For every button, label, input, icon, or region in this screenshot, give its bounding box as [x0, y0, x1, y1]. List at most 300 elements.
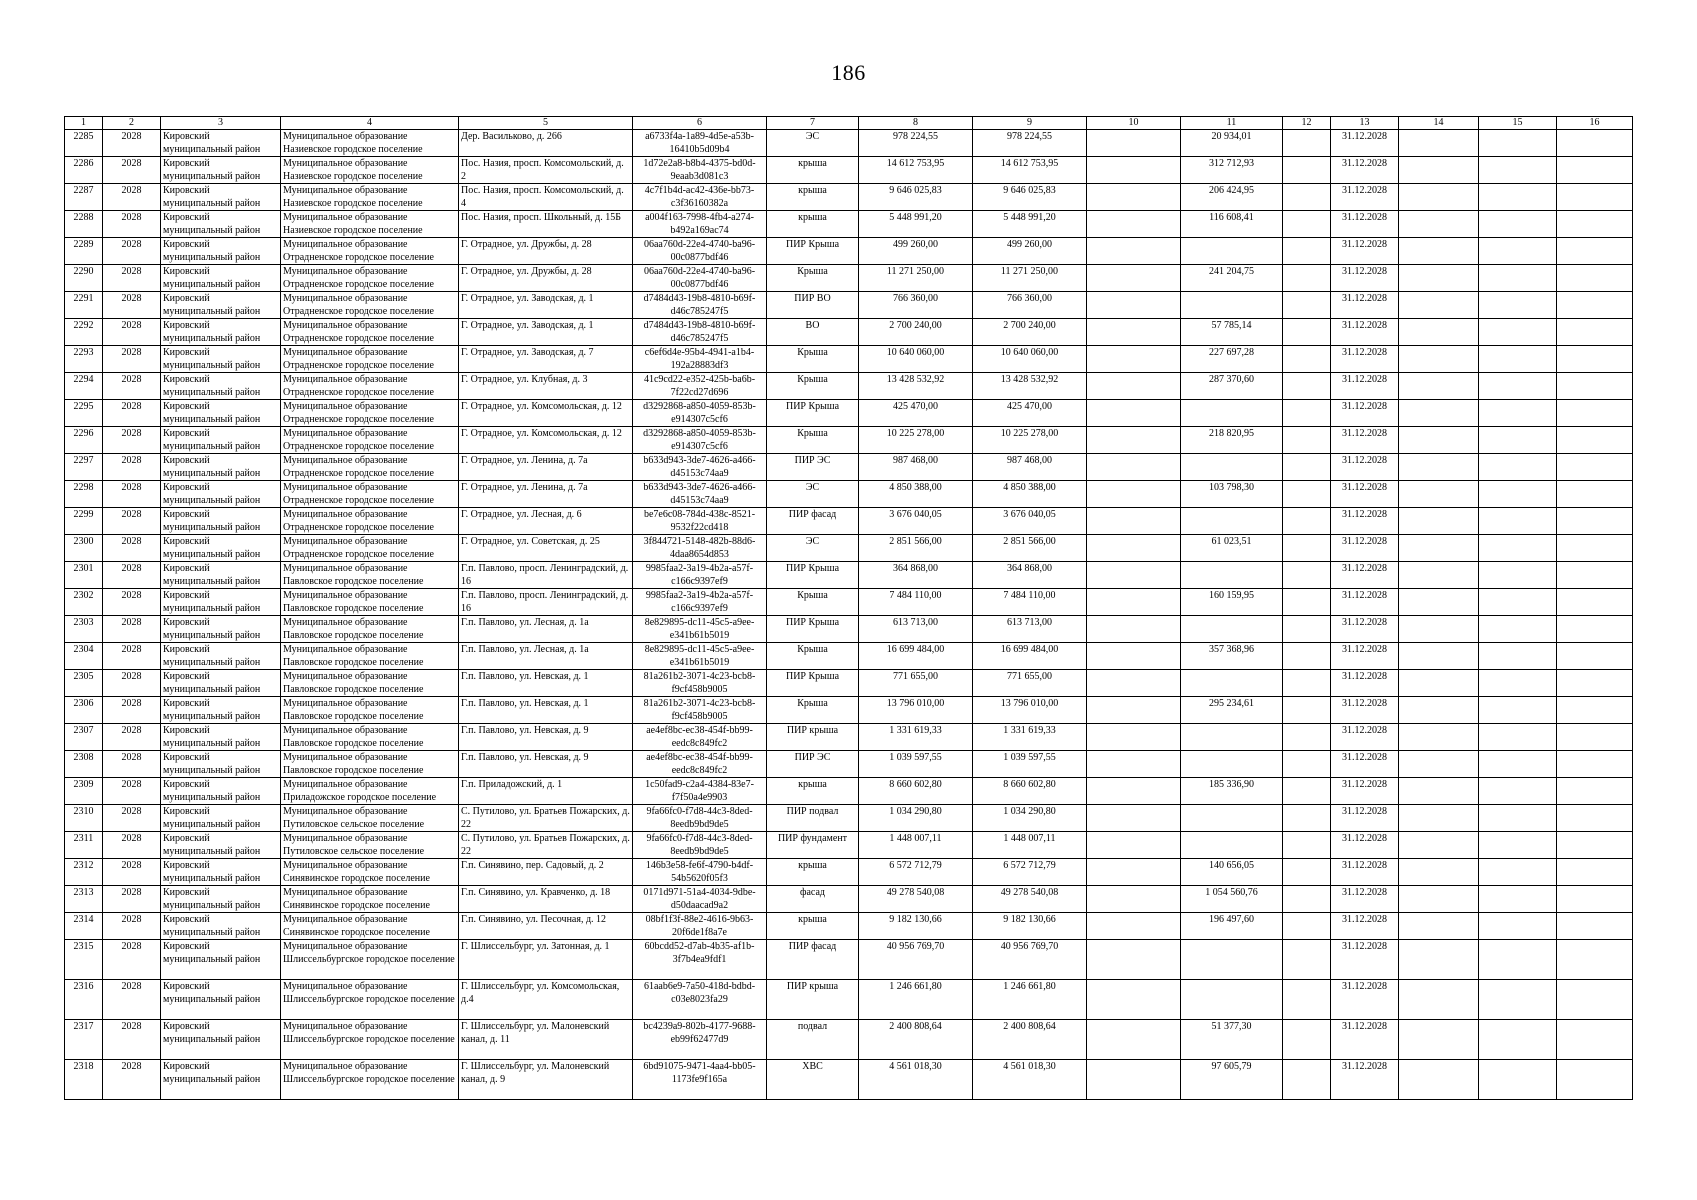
district-cell: Кировский муниципальный район: [161, 481, 281, 508]
house-guid-cell: b633d943-3de7-4626-a466-d45153c74aa9: [633, 454, 767, 481]
column-14-cell: [1399, 913, 1479, 940]
district-cell: Кировский муниципальный район: [161, 535, 281, 562]
column-12-cell: [1283, 940, 1331, 980]
cost-total-cell: 13 796 010,00: [859, 697, 973, 724]
house-guid-cell: 0171d971-51a4-4034-9dbe-d50daacad9a2: [633, 886, 767, 913]
column-15-cell: [1479, 508, 1557, 535]
column-12-cell: [1283, 913, 1331, 940]
row-number-cell: 2303: [65, 616, 103, 643]
work-type-cell: ПИР ЭС: [767, 751, 859, 778]
municipality-cell: Муниципальное образование Отрадненское городское поселение: [281, 292, 459, 319]
year-cell: 2028: [103, 454, 161, 481]
deadline-cell: 31.12.2028: [1331, 940, 1399, 980]
work-type-cell: ВО: [767, 319, 859, 346]
cost-total-cell: 9 182 130,66: [859, 913, 973, 940]
cost-total-cell: 5 448 991,20: [859, 211, 973, 238]
column-16-cell: [1557, 319, 1633, 346]
column-15-cell: [1479, 319, 1557, 346]
district-cell: Кировский муниципальный район: [161, 751, 281, 778]
column-11-cell: [1181, 292, 1283, 319]
municipality-cell: Муниципальное образование Павловское городское поселение: [281, 643, 459, 670]
column-11-cell: 140 656,05: [1181, 859, 1283, 886]
year-cell: 2028: [103, 589, 161, 616]
row-number-cell: 2299: [65, 508, 103, 535]
work-type-cell: ПИР крыша: [767, 724, 859, 751]
column-11-cell: [1181, 616, 1283, 643]
work-type-cell: ЭС: [767, 130, 859, 157]
municipality-cell: Муниципальное образование Отрадненское городское поселение: [281, 400, 459, 427]
address-cell: Г. Отрадное, ул. Ленина, д. 7а: [459, 454, 633, 481]
row-number-cell: 2312: [65, 859, 103, 886]
column-14-cell: [1399, 319, 1479, 346]
column-15-cell: [1479, 805, 1557, 832]
deadline-cell: 31.12.2028: [1331, 130, 1399, 157]
cost-fund-cell: 2 851 566,00: [973, 535, 1087, 562]
house-guid-cell: 06aa760d-22e4-4740-ba96-00c0877bdf46: [633, 265, 767, 292]
municipality-cell: Муниципальное образование Отрадненское городское поселение: [281, 454, 459, 481]
column-16-cell: [1557, 481, 1633, 508]
column-header: 16: [1557, 117, 1633, 130]
column-16-cell: [1557, 454, 1633, 481]
year-cell: 2028: [103, 697, 161, 724]
cost-total-cell: 771 655,00: [859, 670, 973, 697]
cost-fund-cell: 8 660 602,80: [973, 778, 1087, 805]
column-11-cell: 160 159,95: [1181, 589, 1283, 616]
cost-fund-cell: 987 468,00: [973, 454, 1087, 481]
year-cell: 2028: [103, 238, 161, 265]
work-type-cell: ПИР подвал: [767, 805, 859, 832]
column-11-cell: 20 934,01: [1181, 130, 1283, 157]
column-header: 8: [859, 117, 973, 130]
column-14-cell: [1399, 184, 1479, 211]
house-guid-cell: 9fa66fc0-f7d8-44c3-8ded-8eedb9bd9de5: [633, 832, 767, 859]
municipality-cell: Муниципальное образование Синявинское городское поселение: [281, 913, 459, 940]
deadline-cell: 31.12.2028: [1331, 211, 1399, 238]
column-16-cell: [1557, 346, 1633, 373]
address-cell: Г. Отрадное, ул. Советская, д. 25: [459, 535, 633, 562]
column-15-cell: [1479, 238, 1557, 265]
column-14-cell: [1399, 373, 1479, 400]
column-12-cell: [1283, 724, 1331, 751]
column-header: 2: [103, 117, 161, 130]
column-14-cell: [1399, 832, 1479, 859]
table-row: [65, 589, 1633, 616]
column-12-cell: [1283, 481, 1331, 508]
cost-total-cell: 11 271 250,00: [859, 265, 973, 292]
house-guid-cell: 81a261b2-3071-4c23-bcb8-f9cf458b9005: [633, 697, 767, 724]
address-cell: Г.п. Павлово, просп. Ленинградский, д. 16: [459, 562, 633, 589]
house-guid-cell: 1c50fad9-c2a4-4384-83e7-f7f50a4e9903: [633, 778, 767, 805]
row-number-cell: 2286: [65, 157, 103, 184]
row-number-cell: 2310: [65, 805, 103, 832]
column-16-cell: [1557, 886, 1633, 913]
column-15-cell: [1479, 980, 1557, 1020]
table-row: [65, 1060, 1633, 1100]
cost-fund-cell: 10 640 060,00: [973, 346, 1087, 373]
row-number-cell: 2290: [65, 265, 103, 292]
column-16-cell: [1557, 616, 1633, 643]
column-11-cell: 241 204,75: [1181, 265, 1283, 292]
column-11-cell: 287 370,60: [1181, 373, 1283, 400]
table-row: [65, 130, 1633, 157]
house-guid-cell: 4c7f1b4d-ac42-436e-bb73-c3f36160382a: [633, 184, 767, 211]
column-15-cell: [1479, 346, 1557, 373]
column-11-cell: [1181, 980, 1283, 1020]
work-type-cell: Крыша: [767, 373, 859, 400]
column-16-cell: [1557, 157, 1633, 184]
table-row: [65, 238, 1633, 265]
row-number-cell: 2307: [65, 724, 103, 751]
row-number-cell: 2302: [65, 589, 103, 616]
row-number-cell: 2287: [65, 184, 103, 211]
municipality-cell: Муниципальное образование Павловское городское поселение: [281, 670, 459, 697]
deadline-cell: 31.12.2028: [1331, 562, 1399, 589]
municipality-cell: Муниципальное образование Отрадненское городское поселение: [281, 346, 459, 373]
column-16-cell: [1557, 508, 1633, 535]
column-14-cell: [1399, 346, 1479, 373]
address-cell: Г. Отрадное, ул. Заводская, д. 1: [459, 292, 633, 319]
table-row: [65, 913, 1633, 940]
deadline-cell: 31.12.2028: [1331, 805, 1399, 832]
column-14-cell: [1399, 427, 1479, 454]
municipality-cell: Муниципальное образование Павловское городское поселение: [281, 724, 459, 751]
year-cell: 2028: [103, 562, 161, 589]
district-cell: Кировский муниципальный район: [161, 562, 281, 589]
cost-fund-cell: 1 448 007,11: [973, 832, 1087, 859]
column-14-cell: [1399, 616, 1479, 643]
work-type-cell: ПИР Крыша: [767, 400, 859, 427]
row-number-cell: 2288: [65, 211, 103, 238]
district-cell: Кировский муниципальный район: [161, 589, 281, 616]
cost-fund-cell: 40 956 769,70: [973, 940, 1087, 980]
work-type-cell: Крыша: [767, 427, 859, 454]
column-14-cell: [1399, 980, 1479, 1020]
column-16-cell: [1557, 562, 1633, 589]
column-15-cell: [1479, 454, 1557, 481]
row-number-cell: 2295: [65, 400, 103, 427]
cost-total-cell: 987 468,00: [859, 454, 973, 481]
municipality-cell: Муниципальное образование Павловское городское поселение: [281, 616, 459, 643]
column-16-cell: [1557, 427, 1633, 454]
cost-fund-cell: 9 182 130,66: [973, 913, 1087, 940]
house-guid-cell: b633d943-3de7-4626-a466-d45153c74aa9: [633, 481, 767, 508]
column-14-cell: [1399, 643, 1479, 670]
house-guid-cell: 1d72e2a8-b8b4-4375-bd0d-9eaab3d081c3: [633, 157, 767, 184]
column-14-cell: [1399, 454, 1479, 481]
column-10-cell: [1087, 1020, 1181, 1060]
page-number: 186: [831, 60, 866, 85]
table-row: [65, 454, 1633, 481]
table-row: [65, 211, 1633, 238]
district-cell: Кировский муниципальный район: [161, 886, 281, 913]
column-10-cell: [1087, 481, 1181, 508]
column-10-cell: [1087, 400, 1181, 427]
column-10-cell: [1087, 265, 1181, 292]
column-14-cell: [1399, 238, 1479, 265]
cost-total-cell: 1 331 619,33: [859, 724, 973, 751]
address-cell: Г.п. Павлово, ул. Невская, д. 1: [459, 670, 633, 697]
row-number-cell: 2316: [65, 980, 103, 1020]
address-cell: Пос. Назия, просп. Комсомольский, д. 4: [459, 184, 633, 211]
column-15-cell: [1479, 265, 1557, 292]
column-14-cell: [1399, 751, 1479, 778]
table-row: [65, 670, 1633, 697]
column-15-cell: [1479, 211, 1557, 238]
house-guid-cell: 9fa66fc0-f7d8-44c3-8ded-8eedb9bd9de5: [633, 805, 767, 832]
district-cell: Кировский муниципальный район: [161, 292, 281, 319]
column-10-cell: [1087, 805, 1181, 832]
row-number-cell: 2294: [65, 373, 103, 400]
cost-total-cell: 7 484 110,00: [859, 589, 973, 616]
column-11-cell: 227 697,28: [1181, 346, 1283, 373]
house-guid-cell: 8e829895-dc11-45c5-a9ee-e341b61b5019: [633, 616, 767, 643]
district-cell: Кировский муниципальный район: [161, 616, 281, 643]
work-type-cell: ПИР Крыша: [767, 616, 859, 643]
deadline-cell: 31.12.2028: [1331, 616, 1399, 643]
year-cell: 2028: [103, 1060, 161, 1100]
address-cell: Пос. Назия, просп. Комсомольский, д. 2: [459, 157, 633, 184]
address-cell: Г. Отрадное, ул. Комсомольская, д. 12: [459, 400, 633, 427]
column-12-cell: [1283, 643, 1331, 670]
work-type-cell: ПИР Крыша: [767, 238, 859, 265]
municipality-cell: Муниципальное образование Шлиссельбургское городское поселение: [281, 940, 459, 980]
address-cell: Г. Шлиссельбург, ул. Малоневский канал, д. 9: [459, 1060, 633, 1100]
deadline-cell: 31.12.2028: [1331, 886, 1399, 913]
cost-total-cell: 1 448 007,11: [859, 832, 973, 859]
column-header: 10: [1087, 117, 1181, 130]
column-15-cell: [1479, 832, 1557, 859]
house-guid-cell: 81a261b2-3071-4c23-bcb8-f9cf458b9005: [633, 670, 767, 697]
column-12-cell: [1283, 373, 1331, 400]
deadline-cell: 31.12.2028: [1331, 319, 1399, 346]
house-guid-cell: bc4239a9-802b-4177-9688-eb99f62477d9: [633, 1020, 767, 1060]
municipality-cell: Муниципальное образование Путиловское сельское поселение: [281, 832, 459, 859]
column-11-cell: 57 785,14: [1181, 319, 1283, 346]
district-cell: Кировский муниципальный район: [161, 427, 281, 454]
deadline-cell: 31.12.2028: [1331, 1020, 1399, 1060]
column-16-cell: [1557, 778, 1633, 805]
table-row: [65, 980, 1633, 1020]
deadline-cell: 31.12.2028: [1331, 535, 1399, 562]
cost-total-cell: 2 400 808,64: [859, 1020, 973, 1060]
municipality-cell: Муниципальное образование Отрадненское городское поселение: [281, 535, 459, 562]
deadline-cell: 31.12.2028: [1331, 980, 1399, 1020]
column-10-cell: [1087, 454, 1181, 481]
district-cell: Кировский муниципальный район: [161, 319, 281, 346]
cost-fund-cell: 10 225 278,00: [973, 427, 1087, 454]
work-type-cell: ПИР крыша: [767, 980, 859, 1020]
work-type-cell: ПИР фасад: [767, 508, 859, 535]
column-12-cell: [1283, 859, 1331, 886]
municipality-cell: Муниципальное образование Павловское городское поселение: [281, 562, 459, 589]
municipality-cell: Муниципальное образование Отрадненское городское поселение: [281, 427, 459, 454]
cost-total-cell: 40 956 769,70: [859, 940, 973, 980]
year-cell: 2028: [103, 670, 161, 697]
column-12-cell: [1283, 616, 1331, 643]
year-cell: 2028: [103, 616, 161, 643]
cost-fund-cell: 1 034 290,80: [973, 805, 1087, 832]
deadline-cell: 31.12.2028: [1331, 184, 1399, 211]
table-row: [65, 157, 1633, 184]
work-type-cell: ПИР Крыша: [767, 562, 859, 589]
row-number-cell: 2289: [65, 238, 103, 265]
cost-total-cell: 766 360,00: [859, 292, 973, 319]
column-11-cell: 196 497,60: [1181, 913, 1283, 940]
address-cell: Г. Шлиссельбург, ул. Затонная, д. 1: [459, 940, 633, 980]
address-cell: Г. Отрадное, ул. Дружбы, д. 28: [459, 265, 633, 292]
column-12-cell: [1283, 697, 1331, 724]
district-cell: Кировский муниципальный район: [161, 373, 281, 400]
address-cell: Г.п. Павлово, ул. Невская, д. 9: [459, 751, 633, 778]
table-row: [65, 805, 1633, 832]
address-cell: Г. Отрадное, ул. Лесная, д. 6: [459, 508, 633, 535]
work-type-cell: фасад: [767, 886, 859, 913]
row-number-cell: 2314: [65, 913, 103, 940]
year-cell: 2028: [103, 292, 161, 319]
year-cell: 2028: [103, 886, 161, 913]
column-14-cell: [1399, 859, 1479, 886]
column-10-cell: [1087, 778, 1181, 805]
work-type-cell: крыша: [767, 859, 859, 886]
cost-total-cell: 4 561 018,30: [859, 1060, 973, 1100]
municipality-cell: Муниципальное образование Отрадненское городское поселение: [281, 265, 459, 292]
district-cell: Кировский муниципальный район: [161, 454, 281, 481]
cost-total-cell: 978 224,55: [859, 130, 973, 157]
table-row: [65, 751, 1633, 778]
column-10-cell: [1087, 724, 1181, 751]
cost-total-cell: 13 428 532,92: [859, 373, 973, 400]
column-16-cell: [1557, 211, 1633, 238]
deadline-cell: 31.12.2028: [1331, 751, 1399, 778]
house-guid-cell: 3f844721-5148-482b-88d6-4daa8654d853: [633, 535, 767, 562]
cost-fund-cell: 771 655,00: [973, 670, 1087, 697]
column-10-cell: [1087, 670, 1181, 697]
cost-fund-cell: 13 428 532,92: [973, 373, 1087, 400]
work-type-cell: ПИР фасад: [767, 940, 859, 980]
work-type-cell: Крыша: [767, 697, 859, 724]
district-cell: Кировский муниципальный район: [161, 805, 281, 832]
work-type-cell: крыша: [767, 157, 859, 184]
column-16-cell: [1557, 238, 1633, 265]
table-row: [65, 1020, 1633, 1060]
column-15-cell: [1479, 562, 1557, 589]
house-guid-cell: 9985faa2-3a19-4b2a-a57f-c166c9397ef9: [633, 562, 767, 589]
house-guid-cell: 6bd91075-9471-4aa4-bb05-1173fe9f165a: [633, 1060, 767, 1100]
column-10-cell: [1087, 319, 1181, 346]
column-14-cell: [1399, 805, 1479, 832]
column-11-cell: 51 377,30: [1181, 1020, 1283, 1060]
column-10-cell: [1087, 346, 1181, 373]
column-15-cell: [1479, 157, 1557, 184]
column-16-cell: [1557, 535, 1633, 562]
deadline-cell: 31.12.2028: [1331, 697, 1399, 724]
column-11-cell: [1181, 670, 1283, 697]
district-cell: Кировский муниципальный район: [161, 778, 281, 805]
row-number-cell: 2309: [65, 778, 103, 805]
year-cell: 2028: [103, 211, 161, 238]
year-cell: 2028: [103, 913, 161, 940]
column-10-cell: [1087, 859, 1181, 886]
municipality-cell: Муниципальное образование Отрадненское городское поселение: [281, 373, 459, 400]
column-header: 6: [633, 117, 767, 130]
column-16-cell: [1557, 859, 1633, 886]
district-cell: Кировский муниципальный район: [161, 980, 281, 1020]
column-12-cell: [1283, 562, 1331, 589]
deadline-cell: 31.12.2028: [1331, 292, 1399, 319]
row-number-cell: 2298: [65, 481, 103, 508]
table-row: [65, 346, 1633, 373]
municipality-cell: Муниципальное образование Назиевское городское поселение: [281, 157, 459, 184]
row-number-cell: 2306: [65, 697, 103, 724]
column-15-cell: [1479, 643, 1557, 670]
table-row: [65, 319, 1633, 346]
cost-fund-cell: 9 646 025,83: [973, 184, 1087, 211]
cost-fund-cell: 2 400 808,64: [973, 1020, 1087, 1060]
work-type-cell: крыша: [767, 913, 859, 940]
row-number-cell: 2308: [65, 751, 103, 778]
cost-total-cell: 425 470,00: [859, 400, 973, 427]
cost-fund-cell: 1 331 619,33: [973, 724, 1087, 751]
row-number-cell: 2285: [65, 130, 103, 157]
column-16-cell: [1557, 805, 1633, 832]
table-row: [65, 724, 1633, 751]
column-14-cell: [1399, 589, 1479, 616]
year-cell: 2028: [103, 980, 161, 1020]
district-cell: Кировский муниципальный район: [161, 184, 281, 211]
column-16-cell: [1557, 670, 1633, 697]
column-15-cell: [1479, 913, 1557, 940]
cost-total-cell: 364 868,00: [859, 562, 973, 589]
year-cell: 2028: [103, 805, 161, 832]
work-type-cell: Крыша: [767, 346, 859, 373]
column-14-cell: [1399, 481, 1479, 508]
column-15-cell: [1479, 940, 1557, 980]
column-10-cell: [1087, 886, 1181, 913]
deadline-cell: 31.12.2028: [1331, 859, 1399, 886]
address-cell: Г.п. Синявино, ул. Песочная, д. 12: [459, 913, 633, 940]
column-16-cell: [1557, 130, 1633, 157]
address-cell: Г. Отрадное, ул. Дружбы, д. 28: [459, 238, 633, 265]
cost-total-cell: 49 278 540,08: [859, 886, 973, 913]
year-cell: 2028: [103, 427, 161, 454]
municipality-cell: Муниципальное образование Путиловское сельское поселение: [281, 805, 459, 832]
deadline-cell: 31.12.2028: [1331, 265, 1399, 292]
column-10-cell: [1087, 940, 1181, 980]
column-12-cell: [1283, 832, 1331, 859]
column-15-cell: [1479, 616, 1557, 643]
cost-total-cell: 613 713,00: [859, 616, 973, 643]
year-cell: 2028: [103, 481, 161, 508]
column-header: 7: [767, 117, 859, 130]
cost-total-cell: 3 676 040,05: [859, 508, 973, 535]
table-row: [65, 265, 1633, 292]
cost-total-cell: 1 039 597,55: [859, 751, 973, 778]
table-row: [65, 859, 1633, 886]
column-11-cell: [1181, 400, 1283, 427]
column-10-cell: [1087, 562, 1181, 589]
year-cell: 2028: [103, 265, 161, 292]
address-cell: Пос. Назия, просп. Школьный, д. 15Б: [459, 211, 633, 238]
column-11-cell: 218 820,95: [1181, 427, 1283, 454]
column-10-cell: [1087, 292, 1181, 319]
cost-fund-cell: 1 039 597,55: [973, 751, 1087, 778]
municipality-cell: Муниципальное образование Павловское городское поселение: [281, 589, 459, 616]
column-11-cell: [1181, 751, 1283, 778]
cost-fund-cell: 1 246 661,80: [973, 980, 1087, 1020]
column-16-cell: [1557, 589, 1633, 616]
cost-fund-cell: 613 713,00: [973, 616, 1087, 643]
column-15-cell: [1479, 427, 1557, 454]
